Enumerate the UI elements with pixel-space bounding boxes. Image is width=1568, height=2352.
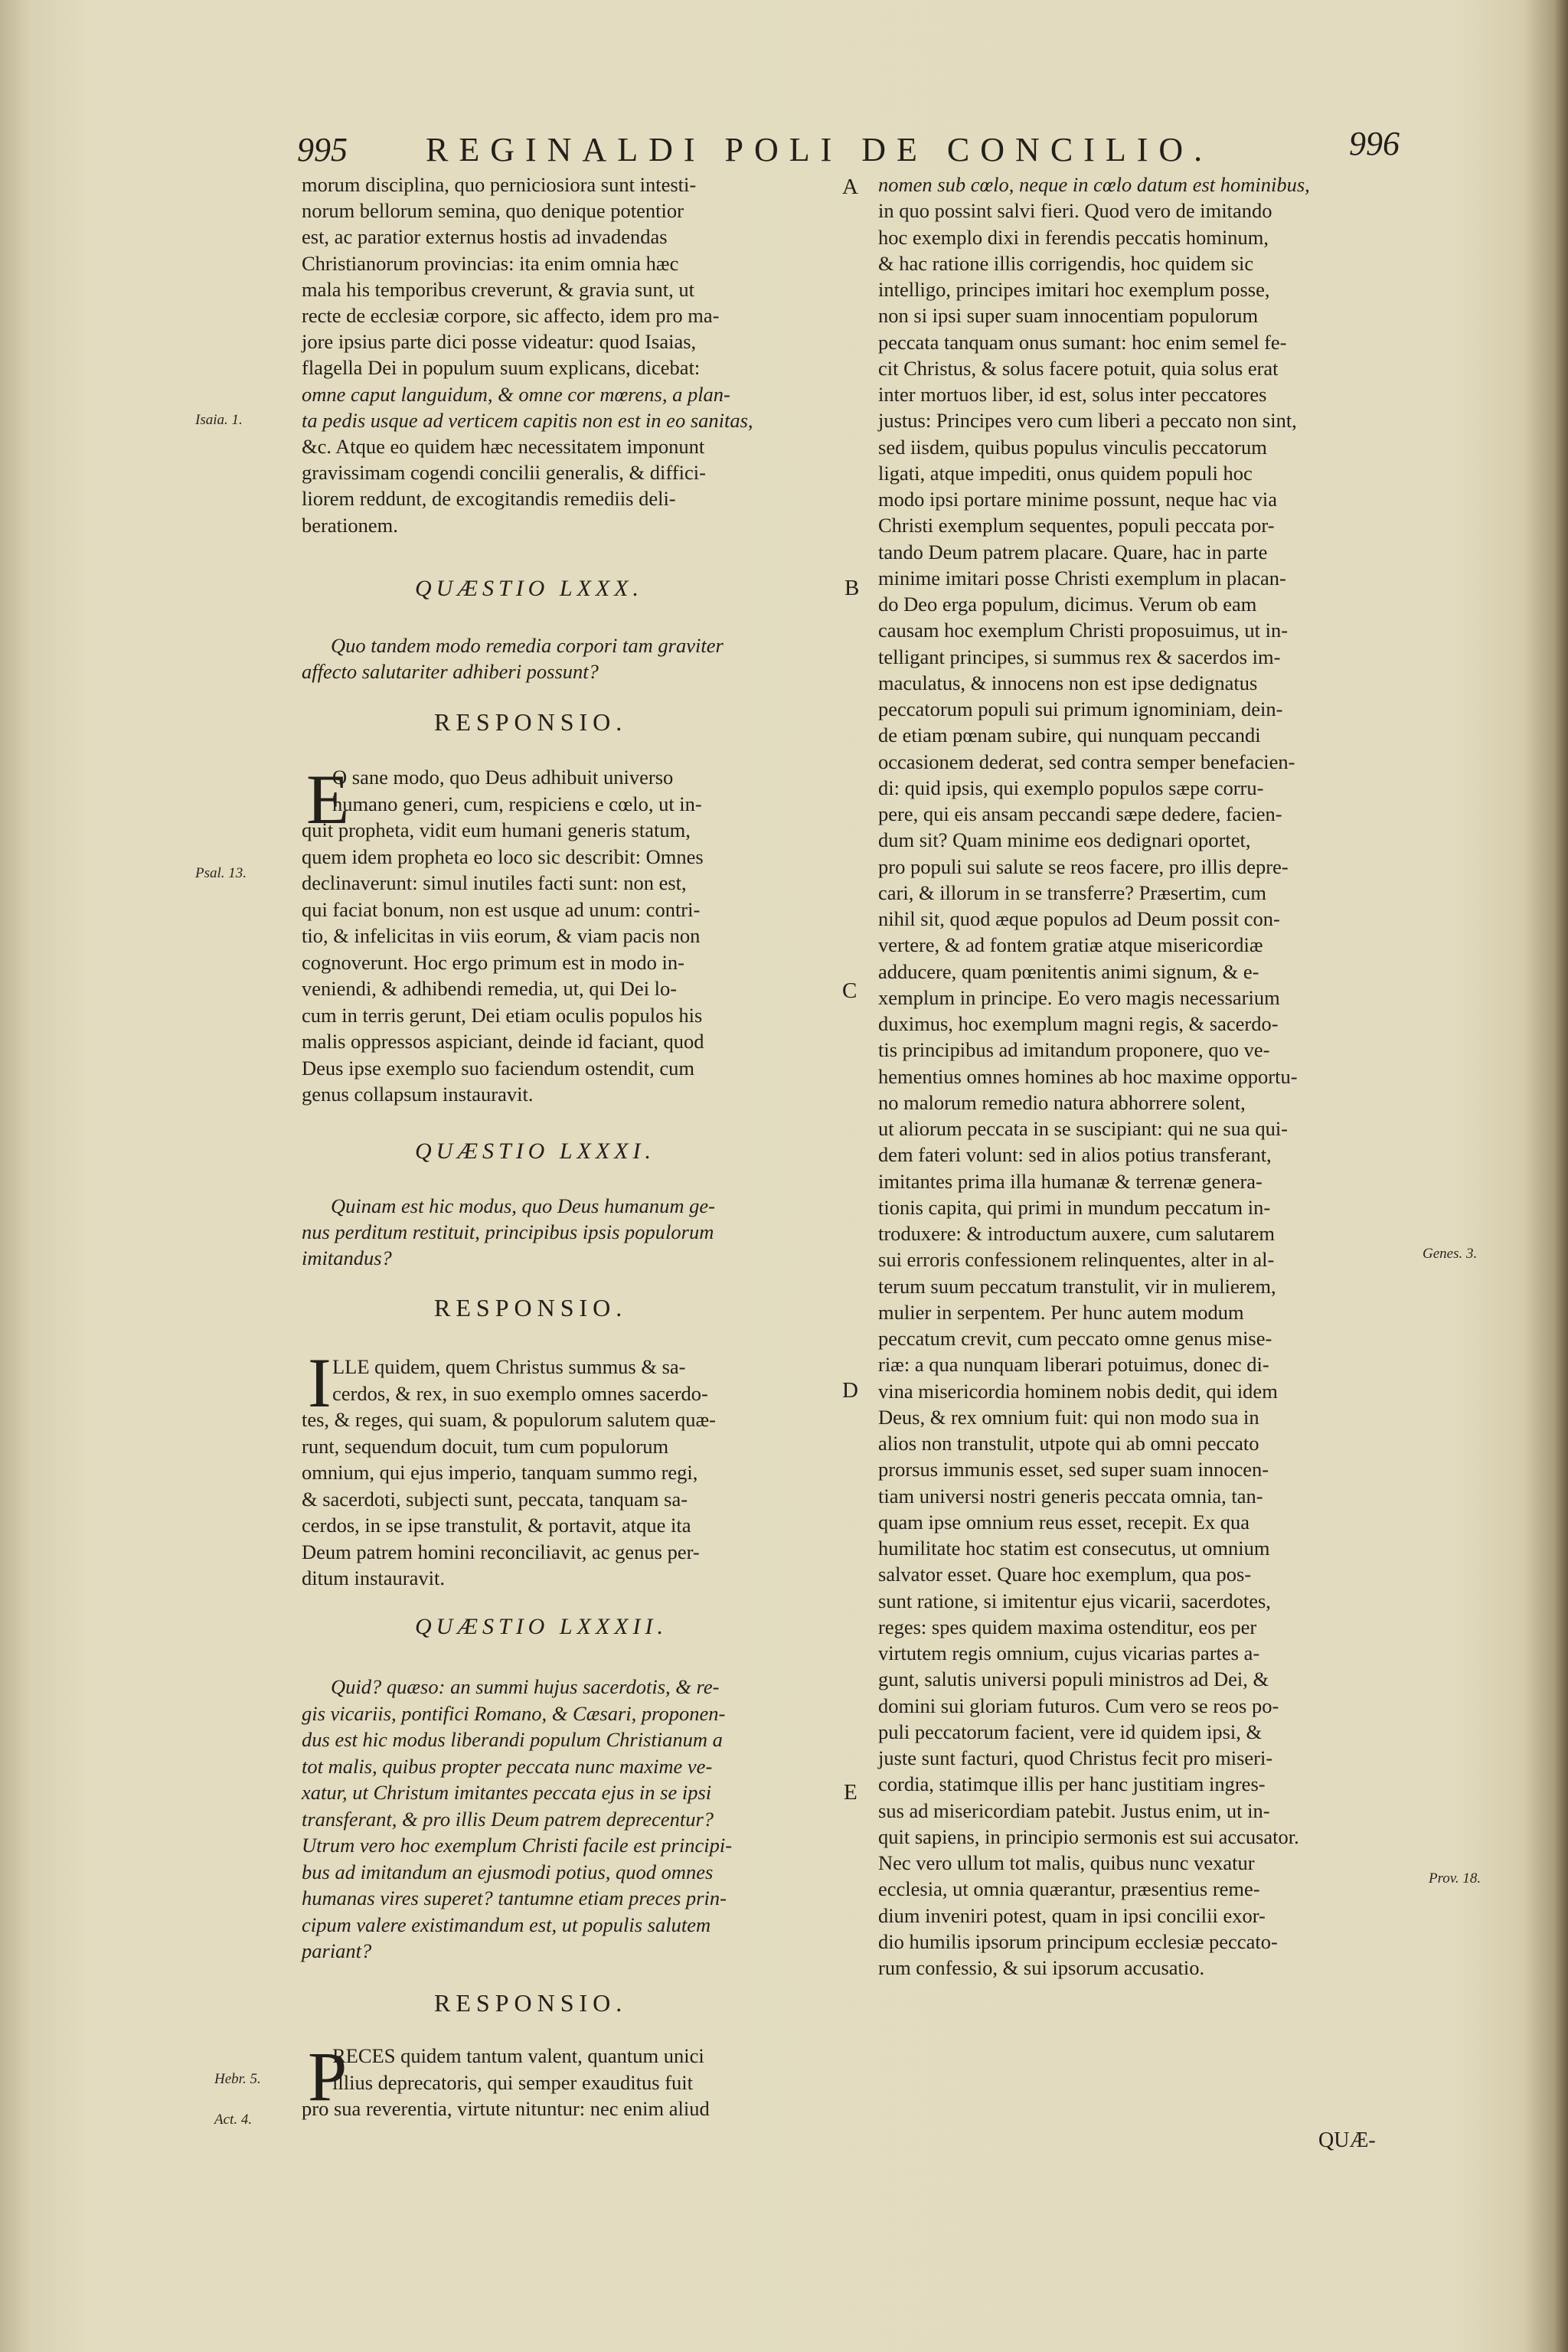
text-line: dum sit? Quam minime eos dedignari oportet, bbox=[878, 828, 1251, 852]
text-line: nihil sit, quod æque populos ad Deum possit con- bbox=[878, 907, 1280, 930]
text-line: ligati, atque impediti, onus quidem populi hoc bbox=[878, 461, 1253, 485]
text-line: gis vicariis, pontifici Romano, & Cæsari, proponen- bbox=[302, 1701, 726, 1725]
text-line: cipum valere existimandum est, ut populis salutem bbox=[302, 1913, 711, 1936]
text-line: veniendi, & adhibendi remedia, ut, qui Dei lo- bbox=[302, 977, 678, 1000]
text-line: genus collapsum instauravit. bbox=[302, 1083, 534, 1106]
text-line: quit propheta, vidit eum humani generis statum, bbox=[302, 818, 691, 841]
drop-cap-i: I bbox=[308, 1344, 332, 1422]
text-line: cum in terris gerunt, Dei etiam oculis populos his bbox=[302, 1003, 703, 1027]
text-line: justus: Principes vero cum liberi a peccato non sint, bbox=[878, 409, 1297, 433]
text-line: di: quid ipsis, qui exemplo populos sæpe corru- bbox=[878, 776, 1264, 799]
text-line: vina misericordia hominem nobis dedit, qui idem bbox=[878, 1379, 1278, 1403]
text-line: prorsus immunis esset, sed super suam innocen- bbox=[878, 1458, 1269, 1481]
text-line: Utrum vero hoc exemplum Christi facile est principi- bbox=[302, 1834, 733, 1857]
text-line: ditum instauravit. bbox=[302, 1566, 445, 1589]
text-line: peccata tanquam onus sumant: hoc enim semel fe- bbox=[878, 330, 1287, 354]
text-line: Deus ipse exemplo suo faciendum ostendit, cum bbox=[302, 1056, 694, 1080]
text-line: do Deo erga populum, dicimus. Verum ob eam bbox=[878, 593, 1257, 616]
text-line: Christianorum provincias: ita enim omnia hæc bbox=[302, 251, 679, 275]
text-line: riæ: a qua nunquam liberari potuimus, donec di- bbox=[878, 1353, 1269, 1377]
section-letter-d: D bbox=[842, 1378, 858, 1403]
text-line: xatur, ut Christum imitantes peccata ejus in se ipsi bbox=[302, 1781, 712, 1804]
text-line: pro populi sui salute se reos facere, pro illis depre- bbox=[878, 854, 1289, 878]
left-page-number: 995 bbox=[297, 131, 348, 168]
text-line: sed iisdem, quibus populus vinculis peccatorum bbox=[878, 435, 1267, 459]
text-line: jore ipsius parte dici posse videatur: quod Isaias, bbox=[302, 330, 697, 354]
text-line: maculatus, & innocens non est ipse dedignatus bbox=[878, 671, 1258, 694]
text-line: non si ipsi super suam innocentiam populorum bbox=[878, 304, 1259, 328]
section-letter-a: A bbox=[842, 175, 858, 199]
text-line: pariant? bbox=[302, 1939, 372, 1962]
text-line: imitantes prima illa humanæ & terrenæ genera- bbox=[878, 1169, 1263, 1193]
text-line: dus est hic modus liberandi populum Christianum a bbox=[302, 1728, 723, 1751]
catchword: QUÆ- bbox=[1318, 2128, 1376, 2152]
text-line: imitandus? bbox=[302, 1246, 392, 1269]
text-line: xemplum in principe. Eo vero magis necessarium bbox=[878, 985, 1280, 1009]
text-line: norum bellorum semina, quo denique potentior bbox=[302, 199, 684, 223]
text-line: Deus, & rex omnium fuit: qui non modo sua in bbox=[878, 1405, 1259, 1429]
text-line: tionis capita, qui primi in mundum peccatum in- bbox=[878, 1195, 1271, 1219]
text-line: Quinam est hic modus, quo Deus humanum ge- bbox=[331, 1194, 715, 1217]
text-line: malis oppressos aspiciant, deinde id faciant, quod bbox=[302, 1030, 704, 1053]
margin-note-hebrews: Hebr. 5. bbox=[214, 2071, 261, 2087]
text-line: sunt ratione, si imitentur ejus vicarii, sacerdotes, bbox=[878, 1589, 1271, 1612]
text-line: ut aliorum peccata in se suscipiant: qui ne sua qui- bbox=[878, 1117, 1289, 1140]
text-line: tio, & infelicitas in viis eorum, & viam pacis non bbox=[302, 924, 701, 947]
text-line: ecclesia, ut omnia quærantur, præsentius reme- bbox=[878, 1877, 1260, 1901]
section-letter-c: C bbox=[842, 978, 858, 1003]
text-line: tes, & reges, qui suam, & populorum salutem quæ- bbox=[302, 1408, 716, 1431]
text-line: illius deprecatoris, qui semper exauditus fuit bbox=[332, 2070, 693, 2094]
margin-note-isaias: Isaia. 1. bbox=[195, 412, 243, 428]
text-line: humano generi, cum, respiciens e cœlo, ut in- bbox=[332, 792, 702, 815]
text-line: no malorum remedio natura abhorrere solent, bbox=[878, 1090, 1246, 1114]
text-line: causam hoc exemplum Christi proposuimus, ut in- bbox=[878, 619, 1289, 642]
text-line: mala his temporibus creverunt, & gravia sunt, ut bbox=[302, 277, 694, 301]
text-line: dio humilis ipsorum principum ecclesiæ peccato- bbox=[878, 1929, 1278, 1953]
responsio-heading-3: RESPONSIO. bbox=[434, 1989, 628, 2017]
text-line: minime imitari posse Christi exemplum in placan- bbox=[878, 566, 1286, 590]
text-line: puli peccatorum facient, vere id quidem ipsi, & bbox=[878, 1720, 1263, 1743]
text-line: tando Deum patrem placare. Quare, hac in parte bbox=[878, 540, 1268, 564]
text-line: runt, sequendum docuit, tum cum populorum bbox=[302, 1434, 669, 1458]
right-page-number: 996 bbox=[1349, 125, 1400, 162]
text-line: sus ad misericordiam patebit. Justus enim, ut in- bbox=[878, 1798, 1270, 1822]
text-line: quam ipse omnium reus esset, recepit. Ex qua bbox=[878, 1510, 1250, 1534]
text-line: troduxere: & introductum auxere, cum salutarem bbox=[878, 1222, 1276, 1245]
text-line: humilitate hoc statim est consecutus, ut omnium bbox=[878, 1537, 1270, 1560]
text-line: in quo possint salvi fieri. Quod vero de imitando bbox=[878, 199, 1272, 223]
drop-cap-e: E bbox=[306, 760, 350, 838]
text-line: tis principibus ad imitandum proponere, quo ve- bbox=[878, 1038, 1270, 1062]
text-line: inter mortuos liber, id est, solus inter peccatores bbox=[878, 383, 1267, 406]
text-line: Quid? quæso: an summi hujus sacerdotis, & re- bbox=[331, 1675, 720, 1698]
text-line: & sacerdoti, subjecti sunt, peccata, tanquam sa- bbox=[302, 1487, 688, 1511]
text-line: &c. Atque eo quidem hæc necessitatem imponunt bbox=[302, 435, 705, 458]
text-line: Nec vero ullum tot malis, quibus nunc vexatur bbox=[878, 1851, 1255, 1874]
text-line: omne caput languidum, & omne cor mœrens, a plan- bbox=[302, 382, 730, 406]
text-line: de etiam pœnam subire, qui nunquam peccandi bbox=[878, 724, 1261, 747]
text-line: quit sapiens, in principio sermonis est sui accusator. bbox=[878, 1824, 1299, 1848]
text-line: LLE quidem, quem Christus summus & sa- bbox=[332, 1355, 686, 1378]
responsio-heading-1: RESPONSIO. bbox=[434, 708, 628, 736]
question-81-heading: QUÆSTIO LXXXI. bbox=[415, 1138, 655, 1164]
text-line: cordia, statimque illis per hanc justitiam ingres- bbox=[878, 1772, 1266, 1796]
question-82-heading: QUÆSTIO LXXXII. bbox=[415, 1614, 668, 1639]
text-line: virtutem regis omnium, cujus vicarias partes a- bbox=[878, 1642, 1260, 1664]
text-line: bus ad imitandum an ejusmodi potius, quod omnes bbox=[302, 1860, 714, 1883]
text-line: declinaverunt: simul inutiles facti sunt: non est, bbox=[302, 871, 687, 894]
text-line: Quo tandem modo remedia corpori tam graviter bbox=[331, 634, 724, 657]
text-line: affecto salutariter adhiberi possunt? bbox=[302, 660, 599, 683]
text-line: & hac ratione illis corrigendis, hoc quidem sic bbox=[878, 251, 1254, 275]
text-line: quem idem propheta eo loco sic describit: Omnes bbox=[302, 844, 704, 868]
text-line: peccatorum populi sui primum ignominiam, dein- bbox=[878, 697, 1283, 720]
text-line: salvator esset. Quare hoc exemplum, qua pos- bbox=[878, 1563, 1252, 1586]
text-line: vertere, & ad fontem gratiæ atque misericordiæ bbox=[878, 933, 1263, 957]
text-line: pro sua reverentia, virtute nituntur: nec enim aliud bbox=[302, 2097, 710, 2120]
margin-note-genesis: Genes. 3. bbox=[1423, 1246, 1478, 1262]
text-line: O sane modo, quo Deus adhibuit universo bbox=[332, 766, 674, 789]
text-line: flagella Dei in populum suum explicans, dicebat: bbox=[302, 356, 701, 380]
margin-note-proverbs: Prov. 18. bbox=[1429, 1870, 1481, 1886]
text-line: omnium, qui ejus imperio, tanquam summo regi, bbox=[302, 1461, 698, 1484]
text-line: qui faciat bonum, non est usque ad unum: contri- bbox=[302, 897, 701, 921]
text-line: sui erroris confessionem relinquentes, alter in al- bbox=[878, 1248, 1275, 1272]
drop-cap-p: P bbox=[308, 2037, 348, 2115]
text-line: gunt, salutis universi populi ministros ad Dei, & bbox=[878, 1668, 1269, 1691]
text-line: morum disciplina, quo perniciosiora sunt intesti- bbox=[302, 173, 697, 196]
text-line: cerdos, & rex, in suo exemplo omnes sacerdo- bbox=[332, 1381, 708, 1405]
responsio-heading-2: RESPONSIO. bbox=[434, 1294, 628, 1321]
text-line: peccatum crevit, cum peccato omne genus mise- bbox=[878, 1327, 1272, 1350]
text-line: Christi exemplum sequentes, populi peccata por- bbox=[878, 514, 1275, 537]
text-line: reges: spes quidem maxima ostenditur, eos per bbox=[878, 1615, 1257, 1638]
left-column bbox=[300, 0, 836, 2352]
text-line: telligant principes, si summus rex & sacerdos im- bbox=[878, 645, 1281, 668]
text-line: transferant, & pro illis Deum patrem deprecentur? bbox=[302, 1807, 714, 1831]
text-line: alios non transtulit, utpote qui ab omni peccato bbox=[878, 1432, 1259, 1455]
text-line: cognoverunt. Hoc ergo primum est in modo in- bbox=[302, 950, 684, 974]
text-line: hementius omnes homines ab hoc maxime opportu- bbox=[878, 1064, 1298, 1088]
text-line: recte de ecclesiæ corpore, sic affecto, idem pro ma- bbox=[302, 304, 720, 327]
text-line: cari, & illorum in se transferre? Præsertim, cum bbox=[878, 880, 1267, 904]
text-line: occasionem dederat, sed contra semper benefacien- bbox=[878, 750, 1295, 773]
running-title: REGINALDI POLI DE CONCILIO. bbox=[426, 131, 1214, 168]
text-line: cit Christus, & solus facere potuit, quia solus erat bbox=[878, 356, 1279, 380]
text-line: adducere, quam pœnitentis animi signum, & e- bbox=[878, 959, 1259, 983]
text-line: humanas vires superet? tantumne etiam preces prin- bbox=[302, 1886, 727, 1909]
text-line: juste sunt facturi, quod Christus fecit pro miseri- bbox=[878, 1746, 1273, 1769]
text-line: pere, qui eis ansam peccandi sæpe dedere, facien- bbox=[878, 802, 1282, 825]
text-line: berationem. bbox=[302, 513, 398, 537]
text-line: duximus, hoc exemplum magni regis, & sacerdo- bbox=[878, 1012, 1279, 1035]
right-column bbox=[877, 0, 1428, 2352]
text-line: nomen sub cœlo, neque in cœlo datum est hominibus, bbox=[878, 173, 1310, 196]
text-line: hoc exemplo dixi in ferendis peccatis hominum, bbox=[878, 225, 1269, 249]
text-line: Deum patrem homini reconciliavit, ac genus per- bbox=[302, 1540, 700, 1563]
text-line: terum suum peccatum transtulit, vir in mulierem, bbox=[878, 1274, 1276, 1298]
text-line: ta pedis usque ad verticem capitis non est in eo sanitas, bbox=[302, 408, 753, 432]
margin-note-psalm: Psal. 13. bbox=[195, 865, 247, 881]
text-line: dem fateri volunt: sed in alios potius transferant, bbox=[878, 1143, 1272, 1167]
text-line: est, ac paratior externus hostis ad invadendas bbox=[302, 225, 668, 249]
text-line: rum confessio, & sui ipsorum accusatio. bbox=[878, 1956, 1205, 1979]
text-line: intelligo, principes imitari hoc exemplum posse, bbox=[878, 278, 1270, 301]
question-80-heading: QUÆSTIO LXXX. bbox=[415, 576, 644, 601]
text-line: mulier in serpentem. Per hunc autem modum bbox=[878, 1300, 1244, 1324]
text-line: domini sui gloriam futuros. Cum vero se reos po- bbox=[878, 1694, 1279, 1717]
text-line: liorem reddunt, de excogitandis remediis deli- bbox=[302, 487, 676, 511]
text-line: tiam universi nostri generis peccata omnia, tan- bbox=[878, 1484, 1263, 1508]
text-line: cerdos, in se ipse transtulit, & portavit, atque ita bbox=[302, 1514, 691, 1537]
margin-note-acts: Act. 4. bbox=[214, 2112, 253, 2128]
section-letter-e: E bbox=[844, 1780, 858, 1805]
text-line: gravissimam cogendi concilii generalis, & diffici- bbox=[302, 461, 706, 485]
text-line: dium inveniri potest, quam in ipsi concilii exor- bbox=[878, 1903, 1266, 1927]
text-line: modo ipsi portare minime possunt, neque hac via bbox=[878, 488, 1278, 511]
text-line: tot malis, quibus propter peccata nunc maxime ve- bbox=[302, 1754, 713, 1778]
section-letter-b: B bbox=[844, 576, 860, 600]
text-line: RECES quidem tantum valent, quantum unici bbox=[332, 2044, 704, 2067]
text-line: nus perditum restituit, principibus ipsis populorum bbox=[302, 1220, 714, 1243]
